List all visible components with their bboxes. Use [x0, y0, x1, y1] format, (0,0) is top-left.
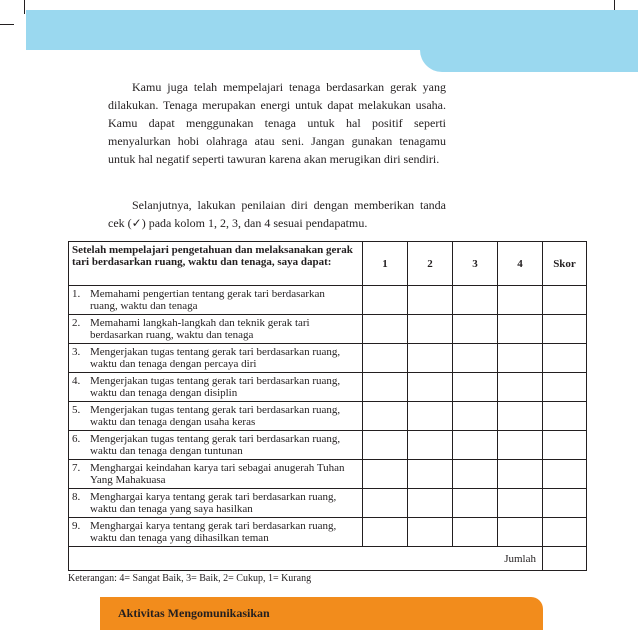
check-cell-3[interactable]: [453, 518, 498, 547]
check-cell-3[interactable]: [453, 286, 498, 315]
check-cell-1[interactable]: [363, 286, 408, 315]
score-cell[interactable]: [543, 489, 587, 518]
table-row: [69, 489, 587, 518]
table-row: [69, 373, 587, 402]
check-cell-3[interactable]: [453, 460, 498, 489]
section-banner: [100, 597, 543, 630]
check-cell-2[interactable]: [408, 431, 453, 460]
item-number: 7.: [72, 462, 81, 474]
item-description: [69, 518, 363, 547]
item-description: [69, 489, 363, 518]
score-cell[interactable]: [543, 286, 587, 315]
check-cell-4[interactable]: [498, 286, 543, 315]
score-cell[interactable]: [543, 402, 587, 431]
total-row: [69, 547, 587, 571]
item-number: 9.: [72, 520, 81, 532]
item-description: [69, 431, 363, 460]
table-row: [69, 518, 587, 547]
score-cell[interactable]: [543, 431, 587, 460]
check-cell-3[interactable]: [453, 489, 498, 518]
table-header-row: [69, 242, 587, 286]
item-text: Mengerjakan tugas tentang gerak tari berdasarkan ruang, waktu dan tenaga dengan tuntunan: [90, 433, 341, 457]
check-cell-4[interactable]: [498, 344, 543, 373]
check-cell-3[interactable]: [453, 315, 498, 344]
check-cell-1[interactable]: [363, 344, 408, 373]
header-col-2: 2: [408, 242, 453, 286]
item-description: [69, 460, 363, 489]
score-cell[interactable]: [543, 460, 587, 489]
check-cell-1[interactable]: [363, 489, 408, 518]
check-cell-2[interactable]: [408, 315, 453, 344]
crop-mark: [0, 24, 14, 25]
item-description: [69, 402, 363, 431]
item-text: Memahami langkah-langkah dan teknik gerak tari berdasarkan ruang, waktu dan tenaga: [90, 317, 310, 341]
item-description: [69, 344, 363, 373]
self-assessment-table: [68, 241, 587, 571]
item-text: Menghargai keindahan karya tari sebagai anugerah Tuhan Yang Mahakuasa: [90, 462, 345, 486]
check-cell-2[interactable]: [408, 286, 453, 315]
check-cell-3[interactable]: [453, 344, 498, 373]
check-cell-4[interactable]: [498, 489, 543, 518]
item-description: [69, 286, 363, 315]
check-cell-2[interactable]: [408, 460, 453, 489]
item-number: 5.: [72, 404, 81, 416]
check-cell-3[interactable]: [453, 431, 498, 460]
header-col-3: 3: [453, 242, 498, 286]
item-number: 3.: [72, 346, 81, 358]
item-number: 8.: [72, 491, 81, 503]
header-col-4: 4: [498, 242, 543, 286]
check-cell-2[interactable]: [408, 489, 453, 518]
item-number: 2.: [72, 317, 81, 329]
check-cell-4[interactable]: [498, 402, 543, 431]
score-cell[interactable]: [543, 344, 587, 373]
item-text: Mengerjakan tugas tentang gerak tari berdasarkan ruang, waktu dan tenaga dengan percaya diri: [90, 346, 341, 370]
legend-note: Keterangan: 4= Sangat Baik, 3= Baik, 2= Cukup, 1= Kurang: [68, 573, 312, 584]
table-row: [69, 315, 587, 344]
item-number: 1.: [72, 288, 81, 300]
instruction-paragraph: Selanjutnya, lakukan penilaian diri dengan memberikan tanda cek (✓) pada kolom 1, 2, 3, dan 4 sesuai pendapatmu.: [108, 198, 446, 230]
crop-mark: [24, 0, 25, 14]
check-cell-1[interactable]: [363, 431, 408, 460]
check-cell-2[interactable]: [408, 402, 453, 431]
check-cell-1[interactable]: [363, 460, 408, 489]
check-cell-1[interactable]: [363, 518, 408, 547]
check-cell-3[interactable]: [453, 402, 498, 431]
score-cell[interactable]: [543, 373, 587, 402]
score-cell[interactable]: [543, 518, 587, 547]
table-row: [69, 460, 587, 489]
table-row: [69, 431, 587, 460]
check-cell-4[interactable]: [498, 315, 543, 344]
item-description: [69, 373, 363, 402]
item-number: 6.: [72, 433, 81, 445]
score-cell[interactable]: [543, 315, 587, 344]
item-text: Mengerjakan tugas tentang gerak tari berdasarkan ruang, waktu dan tenaga dengan usaha keras: [90, 404, 341, 428]
check-cell-1[interactable]: [363, 402, 408, 431]
check-cell-4[interactable]: [498, 431, 543, 460]
item-text: Mengerjakan tugas tentang gerak tari berdasarkan ruang, waktu dan tenaga dengan disiplin: [90, 375, 341, 399]
total-label: Jumlah: [69, 547, 543, 571]
header-col-skor: Skor: [543, 242, 587, 286]
section-title: Aktivitas Mengomunikasikan: [118, 606, 270, 620]
table-row: [69, 344, 587, 373]
check-cell-2[interactable]: [408, 373, 453, 402]
item-text: Menghargai karya tentang gerak tari berdasarkan ruang, waktu dan tenaga yang dihasilkan teman: [90, 520, 337, 544]
total-score-cell[interactable]: [543, 547, 587, 571]
check-cell-1[interactable]: [363, 373, 408, 402]
check-cell-4[interactable]: [498, 460, 543, 489]
intro-paragraph: Kamu juga telah mempelajari tenaga berdasarkan gerak yang dilakukan. Tenaga merupakan energi untuk dapat melakukan usaha. Kamu dapat menggunakan tenaga untuk hal positif seperti menyalurkan hobi olahraga atau seni. Jangan gunakan tenagamu untuk hal negatif seperti tawuran karena akan merugikan diri sendiri.: [108, 80, 446, 166]
check-cell-2[interactable]: [408, 518, 453, 547]
item-number: 4.: [72, 375, 81, 387]
header-col-1: 1: [363, 242, 408, 286]
check-cell-3[interactable]: [453, 373, 498, 402]
table-row: [69, 286, 587, 315]
item-text: Menghargai karya tentang gerak tari berdasarkan ruang, waktu dan tenaga yang saya hasilkan: [90, 491, 337, 515]
check-cell-2[interactable]: [408, 344, 453, 373]
check-cell-4[interactable]: [498, 518, 543, 547]
header-description: Setelah mempelajari pengetahuan dan melaksanakan gerak tari berdasarkan ruang, waktu dan tenaga, saya dapat:: [69, 242, 363, 286]
table-row: [69, 402, 587, 431]
header-band-tab: [420, 10, 638, 72]
check-cell-4[interactable]: [498, 373, 543, 402]
item-text: Memahami pengertian tentang gerak tari berdasarkan ruang, waktu dan tenaga: [90, 288, 325, 312]
item-description: [69, 315, 363, 344]
check-cell-1[interactable]: [363, 315, 408, 344]
